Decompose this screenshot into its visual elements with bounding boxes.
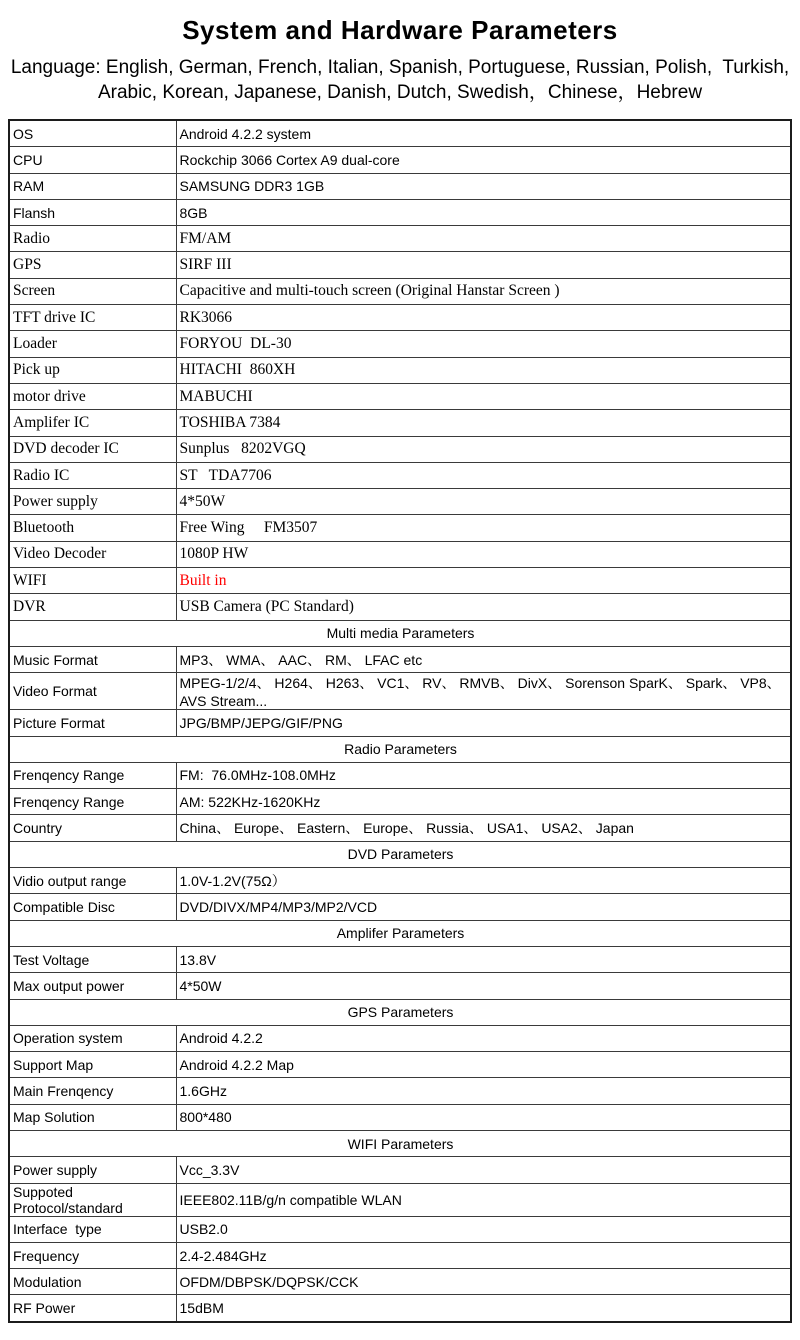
param-value-cell: 800*480 (176, 1104, 791, 1130)
table-row (9, 594, 791, 620)
table-row (9, 173, 791, 199)
table-row (9, 199, 791, 225)
param-value-cell: 15dBM (176, 1295, 791, 1322)
param-label-cell: Vidio output range (9, 868, 176, 894)
param-label-cell: CPU (9, 147, 176, 173)
param-label-cell: OS (9, 120, 176, 147)
table-row (9, 462, 791, 488)
param-value-cell: FM: 76.0MHz-108.0MHz (176, 762, 791, 788)
language-line-2: Arabic, Korean, Japanese, Danish, Dutch, Swedish，Chinese，Hebrew (97, 82, 703, 103)
table-row (9, 646, 791, 672)
page-title: System and Hardware Parameters (182, 15, 618, 45)
param-value-cell: 1.0V-1.2V(75Ω） (176, 868, 791, 894)
section-header-cell: WIFI Parameters (9, 1130, 791, 1156)
param-label-cell: Frequency (9, 1242, 176, 1268)
spec-table (8, 119, 792, 1323)
param-value-cell: FORYOU DL-30 (176, 331, 791, 357)
table-row (9, 383, 791, 409)
param-label-cell: RF Power (9, 1295, 176, 1322)
table-row (9, 1157, 791, 1183)
param-label-cell: GPS (9, 252, 176, 278)
param-value-cell: IEEE802.11B/g/n compatible WLAN (176, 1183, 791, 1216)
param-value-cell: Rockchip 3066 Cortex A9 dual-core (176, 147, 791, 173)
param-label-cell: Interface type (9, 1216, 176, 1242)
table-row (9, 894, 791, 920)
table-row (9, 1295, 791, 1322)
param-value-cell: 8GB (176, 199, 791, 225)
spec-table-body (9, 120, 791, 1322)
param-value-cell: 1.6GHz (176, 1078, 791, 1104)
param-label-cell: Main Frenqency (9, 1078, 176, 1104)
table-row (9, 973, 791, 999)
param-value-cell: DVD/DIVX/MP4/MP3/MP2/VCD (176, 894, 791, 920)
param-label-cell: Operation system (9, 1025, 176, 1051)
param-label-cell: Compatible Disc (9, 894, 176, 920)
param-label-cell: Music Format (9, 646, 176, 672)
param-value-cell: 1080P HW (176, 541, 791, 567)
param-value-cell: RK3066 (176, 305, 791, 331)
table-row (9, 120, 791, 147)
section-header-row (9, 920, 791, 946)
param-value-cell: Sunplus 8202VGQ (176, 436, 791, 462)
table-row (9, 1052, 791, 1078)
section-header-row (9, 736, 791, 762)
param-value-cell: JPG/BMP/JEPG/GIF/PNG (176, 710, 791, 736)
param-value-cell: OFDM/DBPSK/DQPSK/CCK (176, 1269, 791, 1295)
section-header-cell: Radio Parameters (9, 736, 791, 762)
table-row (9, 252, 791, 278)
param-value-cell: TOSHIBA 7384 (176, 410, 791, 436)
table-row (9, 410, 791, 436)
table-row (9, 541, 791, 567)
param-label-cell: Max output power (9, 973, 176, 999)
table-row (9, 515, 791, 541)
param-value-cell: China、 Europe、 Eastern、 Europe、 Russia、 USA1、 USA2、 Japan (176, 815, 791, 841)
table-row (9, 1242, 791, 1268)
param-value-cell: Android 4.2.2 Map (176, 1052, 791, 1078)
param-label-cell: Video Decoder (9, 541, 176, 567)
section-header-row (9, 620, 791, 646)
table-row (9, 815, 791, 841)
table-row (9, 1269, 791, 1295)
param-value-cell: MABUCHI (176, 383, 791, 409)
table-row (9, 489, 791, 515)
param-value-cell: Android 4.2.2 system (176, 120, 791, 147)
table-row (9, 762, 791, 788)
table-row (9, 436, 791, 462)
param-value-cell: Android 4.2.2 (176, 1025, 791, 1051)
table-row (9, 868, 791, 894)
section-header-cell: DVD Parameters (9, 841, 791, 867)
param-value-cell: Vcc_3.3V (176, 1157, 791, 1183)
param-label-cell: Flansh (9, 199, 176, 225)
param-value-cell: FM/AM (176, 226, 791, 252)
param-value-cell: HITACHI 860XH (176, 357, 791, 383)
table-row (9, 331, 791, 357)
param-label-cell: Power supply (9, 489, 176, 515)
param-value-cell: USB Camera (PC Standard) (176, 594, 791, 620)
table-row (9, 147, 791, 173)
param-value-cell: AM: 522KHz-1620KHz (176, 789, 791, 815)
param-value-cell: MPEG-1/2/4、 H264、 H263、 VC1、 RV、 RMVB、 DivX、 Sorenson SparK、 Spark、 VP8、 AVS Stream... (176, 673, 791, 710)
param-label-cell: Radio (9, 226, 176, 252)
param-label-cell: Amplifer IC (9, 410, 176, 436)
param-label-cell: Suppoted Protocol/standard (9, 1183, 176, 1216)
table-row (9, 1216, 791, 1242)
param-label-cell: Frenqency Range (9, 789, 176, 815)
section-header-cell: Amplifer Parameters (9, 920, 791, 946)
param-label-cell: Frenqency Range (9, 762, 176, 788)
param-label-cell: Map Solution (9, 1104, 176, 1130)
section-header-cell: Multi media Parameters (9, 620, 791, 646)
param-value-cell: Capacitive and multi-touch screen (Original Hanstar Screen ) (176, 278, 791, 304)
table-row (9, 789, 791, 815)
spec-sheet (0, 15, 800, 1323)
param-value-cell: 4*50W (176, 973, 791, 999)
param-label-cell: RAM (9, 173, 176, 199)
param-value-cell: ST TDA7706 (176, 462, 791, 488)
param-label-cell: WIFI (9, 568, 176, 594)
param-label-cell: TFT drive IC (9, 305, 176, 331)
param-label-cell: Power supply (9, 1157, 176, 1183)
param-label-cell: Modulation (9, 1269, 176, 1295)
param-label-cell: Radio IC (9, 462, 176, 488)
section-header-row (9, 1130, 791, 1156)
table-row (9, 357, 791, 383)
param-label-cell: Pick up (9, 357, 176, 383)
section-header-row (9, 999, 791, 1025)
table-row (9, 568, 791, 594)
table-row (9, 1025, 791, 1051)
section-header-cell: GPS Parameters (9, 999, 791, 1025)
param-label-cell: motor drive (9, 383, 176, 409)
param-value-cell: SIRF III (176, 252, 791, 278)
param-value-cell: Free Wing FM3507 (176, 515, 791, 541)
param-label-cell: Video Format (9, 673, 176, 710)
param-label-cell: Screen (9, 278, 176, 304)
param-label-cell: Bluetooth (9, 515, 176, 541)
param-label-cell: DVR (9, 594, 176, 620)
param-value-cell: 4*50W (176, 489, 791, 515)
table-row (9, 1183, 791, 1216)
table-row (9, 673, 791, 710)
param-label-cell: Support Map (9, 1052, 176, 1078)
param-value-cell: 2.4-2.484GHz (176, 1242, 791, 1268)
language-list (0, 55, 800, 105)
param-value-cell: MP3、 WMA、 AAC、 RM、 LFAC etc (176, 646, 791, 672)
param-value-cell: USB2.0 (176, 1216, 791, 1242)
table-row (9, 946, 791, 972)
param-value-cell: SAMSUNG DDR3 1GB (176, 173, 791, 199)
table-row (9, 226, 791, 252)
table-row (9, 278, 791, 304)
language-line-1: Language: English, German, French, Italian, Spanish, Portuguese, Russian, Polish, Turkish, (10, 57, 790, 78)
param-label-cell: Country (9, 815, 176, 841)
table-row (9, 710, 791, 736)
param-label-cell: Test Voltage (9, 946, 176, 972)
param-value-cell: 13.8V (176, 946, 791, 972)
param-label-cell: DVD decoder IC (9, 436, 176, 462)
table-row (9, 1078, 791, 1104)
table-row (9, 305, 791, 331)
table-row (9, 1104, 791, 1130)
param-label-cell: Picture Format (9, 710, 176, 736)
section-header-row (9, 841, 791, 867)
param-label-cell: Loader (9, 331, 176, 357)
param-value-cell: Built in (176, 568, 791, 594)
